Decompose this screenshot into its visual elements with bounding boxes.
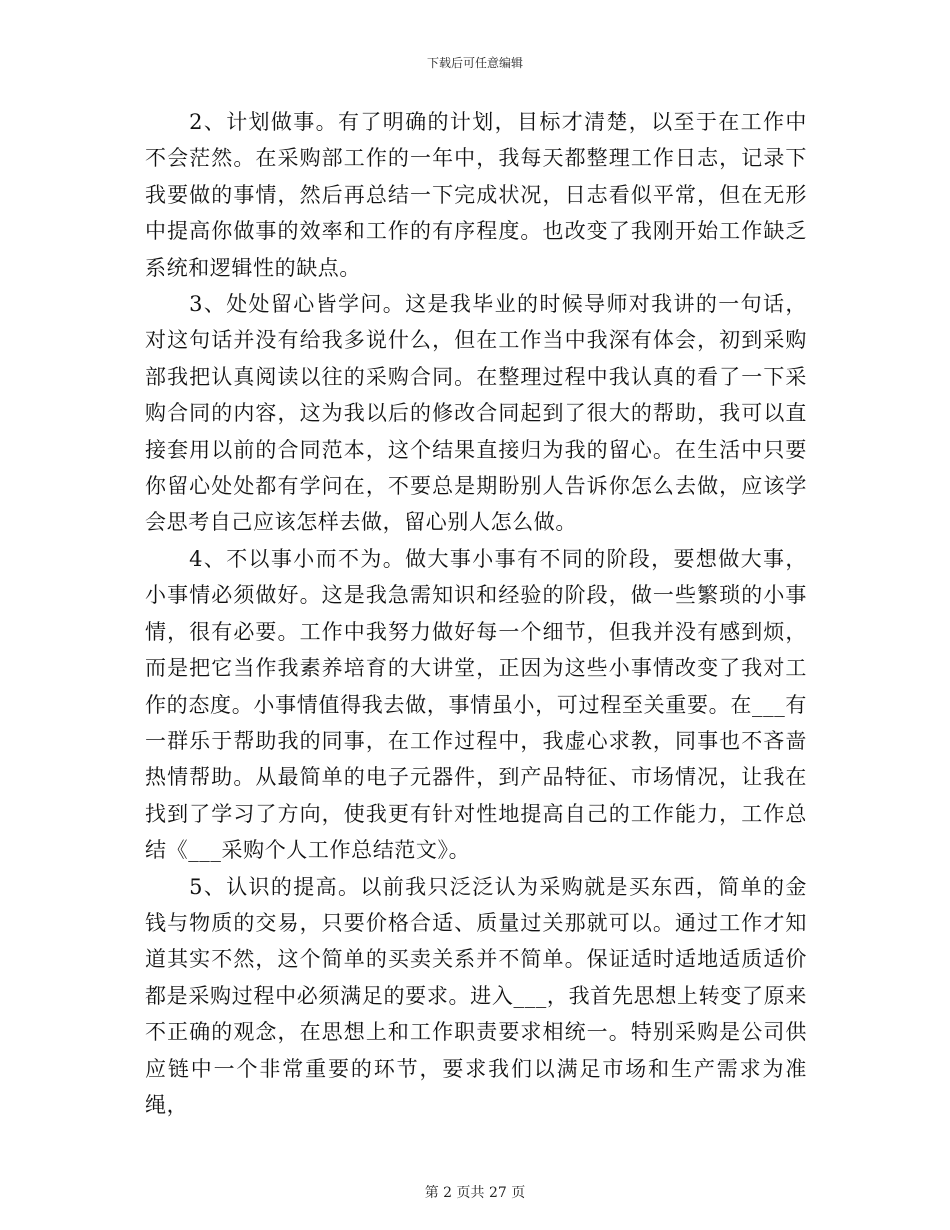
document-body bbox=[145, 104, 807, 1123]
page-footer: 第 2 页共 27 页 bbox=[424, 1185, 526, 1201]
paragraph-planning: 2、计划做事。有了明确的计划，目标才清楚，以至于在工作中不会茫然。在采购部工作的一年中，我每天都整理工作日志，记录下我要做的事情，然后再总结一下完成状况，日志看似平常，但在无形中提高你做事的效率和工作的有序程度。也改变了我刚开始工作缺乏系统和逻辑性的缺点。 bbox=[145, 110, 807, 280]
paragraph-attentiveness: 3、处处留心皆学问。这是我毕业的时候导师对我讲的一句话，对这句话并没有给我多说什么，但在工作当中我深有体会，初到采购部我把认真阅读以往的采购合同。在整理过程中我认真的看了一下采购合同的内容，这为我以后的修改合同起到了很大的帮助，我可以直接套用以前的合同范本，这个结果直接归为我的留心。在生活中只要你留心处处都有学问在，不要总是期盼别人告诉你怎么去做，应该学会思考自己应该怎样去做，留心别人怎么做。 bbox=[145, 292, 807, 535]
paragraph-understanding: 5、认识的提高。以前我只泛泛认为采购就是买东西，简单的金钱与物质的交易，只要价格合适、质量过关那就可以。通过工作才知道其实不然，这个简单的买卖关系并不简单。保证适时适地适质适价都是采购过程中必须满足的要求。进入___，我首先思想上转变了原来不正确的观念，在思想上和工作职责要求相统一。特别采购是公司供应链中一个非常重要的环节，要求我们以满足市场和生产需求为准绳， bbox=[145, 874, 807, 1117]
paragraph-small-things: 4、不以事小而不为。做大事小事有不同的阶段，要想做大事，小事情必须做好。这是我急需知识和经验的阶段，做一些繁琐的小事情，很有必要。工作中我努力做好每一个细节，但我并没有感到烦，而是把它当作我素养培育的大讲堂，正因为这些小事情改变了我对工作的态度。小事情值得我去做，事情虽小，可过程至关重要。在___有一群乐于帮助我的同事，在工作过程中，我虚心求教，同事也不吝啬热情帮助。从最简单的电子元器件，到产品特征、市场情况，让我在找到了学习了方向，使我更有针对性地提高自己的工作能力，工作总结《___采购个人工作总结范文》。 bbox=[145, 546, 807, 863]
page-header: 下载后可任意编辑 bbox=[426, 56, 523, 70]
